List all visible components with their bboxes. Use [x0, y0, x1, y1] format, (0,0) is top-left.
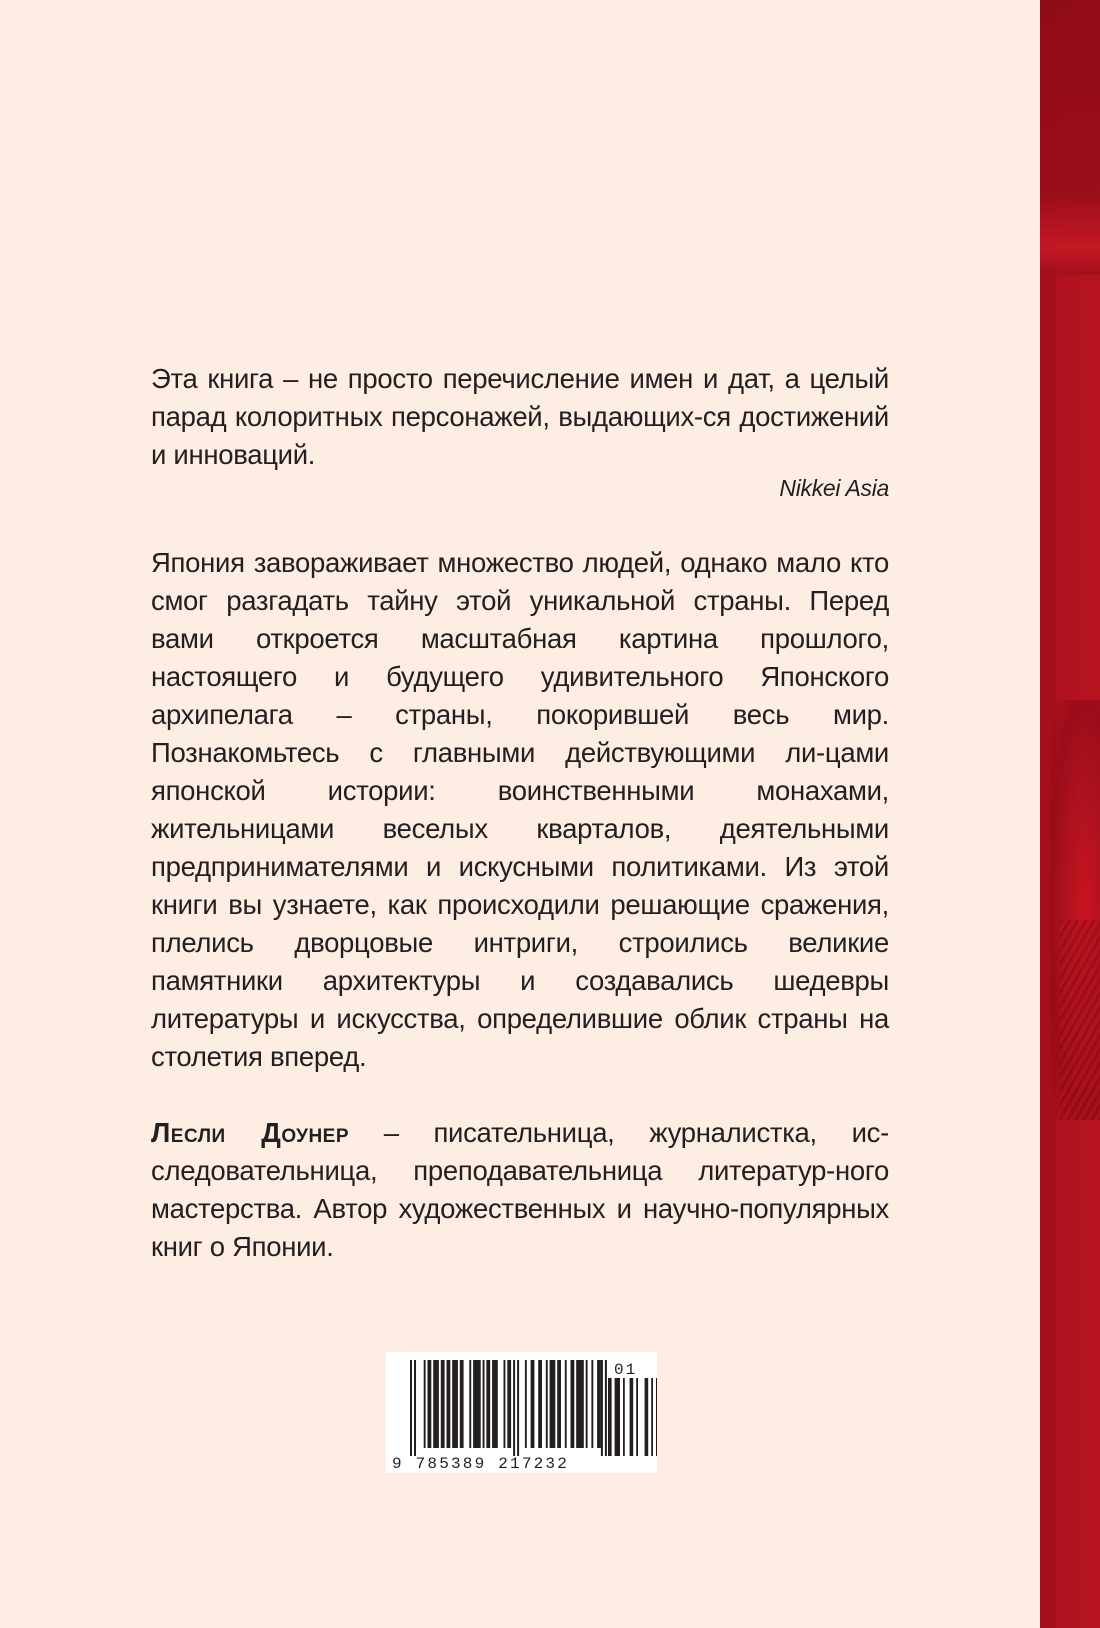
review-quote: Эта книга – не просто перечисление имен и дат, а целый парад колоритных персонажей, выдающих-ся достижений и инноваций. [151, 363, 889, 470]
book-description: Япония завораживает множество людей, однако мало кто смог разгадать тайну этой уникальной страны. Перед вами откроется масштабная картина прошлого, настоящего и будущего удивительного Японского архипелага – страны, покорившей весь мир. Познакомьтесь с главными действующими ли-цами японской истории: воинственными монахами, жительницами веселых кварталов, деятельными предпринимателями и искусными политиками. Из этой книги вы узнаете, как происходили решающие сражения, плелись дворцовые интриги, строились великие памятники архитектуры и создавались шедевры литературы и искусства, определившие облик страны на столетия вперед. [151, 547, 889, 1072]
author-bio: – писательница, журналистка, ис-следовательница, преподавательница литератур-ного мастерства. Автор художественных и научно-популярных книг о Японии. [151, 1117, 889, 1262]
spacer [151, 506, 889, 544]
svg-text:9 785389 217232: 9 785389 217232 [392, 1455, 570, 1473]
isbn-barcode [386, 1352, 657, 1473]
spacer [151, 1076, 889, 1114]
barcode-icon [386, 1352, 657, 1473]
back-cover-text [151, 360, 889, 1266]
svg-text:01: 01 [614, 1361, 638, 1379]
quote-source: Nikkei Asia [779, 475, 889, 501]
author-name: Лесли Доунер [151, 1117, 350, 1148]
author-paragraph [151, 1114, 889, 1266]
spine-image-top [1040, 0, 1100, 275]
spine-image-texture [1060, 920, 1100, 1120]
spine-artwork [1040, 0, 1100, 1628]
